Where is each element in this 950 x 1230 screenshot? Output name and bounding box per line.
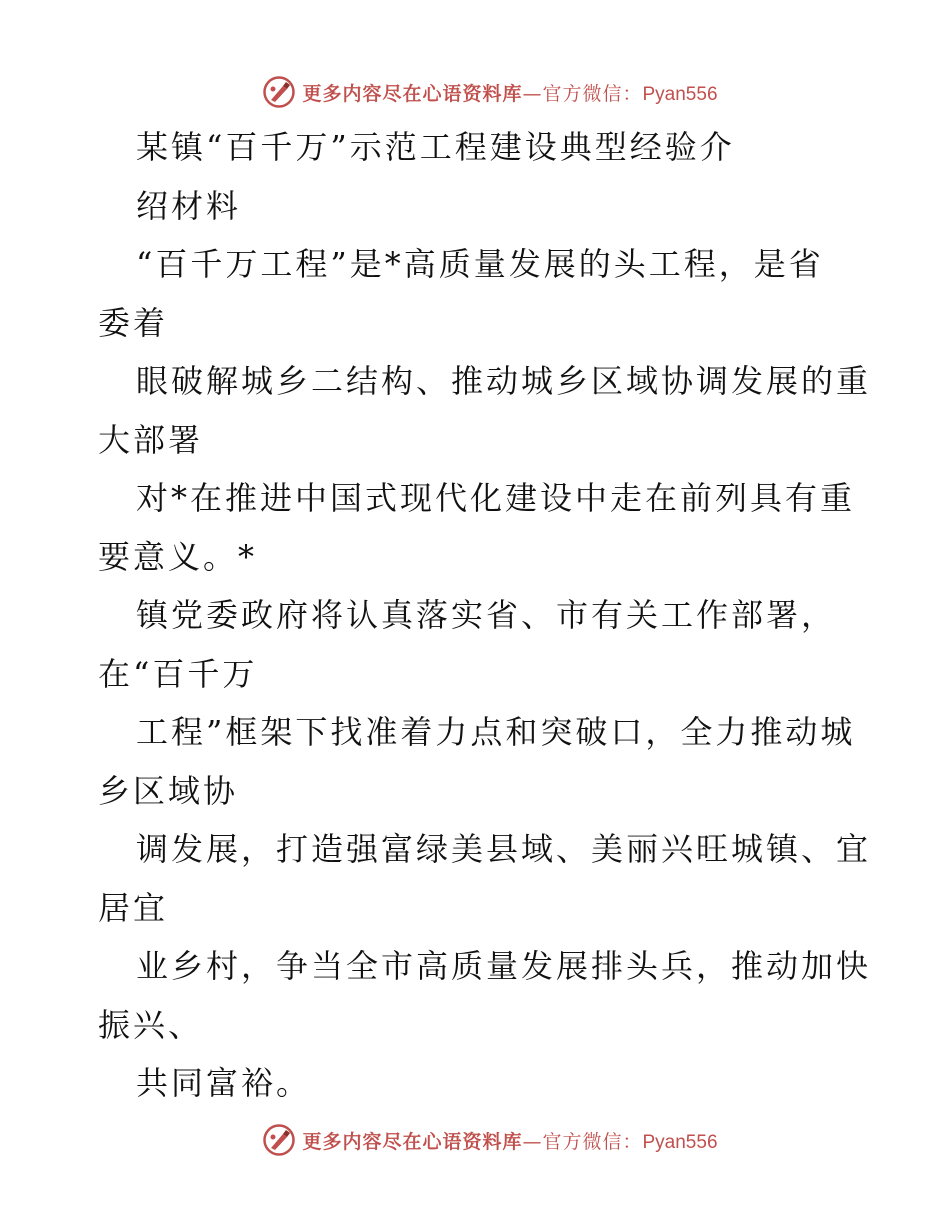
doc-line: 工程”框架下找准着力点和突破口，全力推动城 [136, 713, 856, 751]
doc-line: 居宜 [98, 888, 169, 927]
doc-line: 调发展，打造强富绿美县域、美丽兴旺城镇、宜 [136, 830, 872, 868]
doc-line: 大部署 [98, 420, 204, 459]
footer-banner-text: 更多内容尽在心语资料库—官方微信：Pyan556 [302, 1130, 718, 1153]
doc-line: 在“百千万 [98, 654, 258, 693]
doc-line: 委着 [98, 303, 169, 342]
doc-line: 乡区域协 [98, 771, 239, 810]
doc-line: 镇党委政府将认真落实省、市有关工作部署， [136, 596, 837, 634]
doc-line: 业乡村，争当全市高质量发展排头兵，推动加快 [136, 947, 872, 985]
pen-logo-icon [262, 75, 296, 109]
doc-line: 共同富裕。 [136, 1064, 312, 1102]
document-body [98, 118, 898, 1113]
doc-line: 要意义。* [98, 537, 258, 576]
doc-line: 某镇“百千万”示范工程建设典型经验介 [136, 128, 735, 166]
header-banner-text: 更多内容尽在心语资料库—官方微信：Pyan556 [302, 82, 718, 105]
header-watermark-banner [0, 72, 950, 112]
doc-line: 对*在推进中国式现代化建设中走在前列具有重 [136, 479, 856, 517]
pen-logo-icon [262, 1123, 296, 1157]
doc-line: “百千万工程”是*高质量发展的头工程，是省 [136, 245, 824, 283]
footer-watermark-banner [0, 1120, 950, 1160]
doc-line: 眼破解城乡二结构、推动城乡区域协调发展的重 [136, 362, 872, 400]
doc-line: 绍材料 [136, 186, 242, 225]
doc-line: 振兴、 [98, 1005, 204, 1044]
